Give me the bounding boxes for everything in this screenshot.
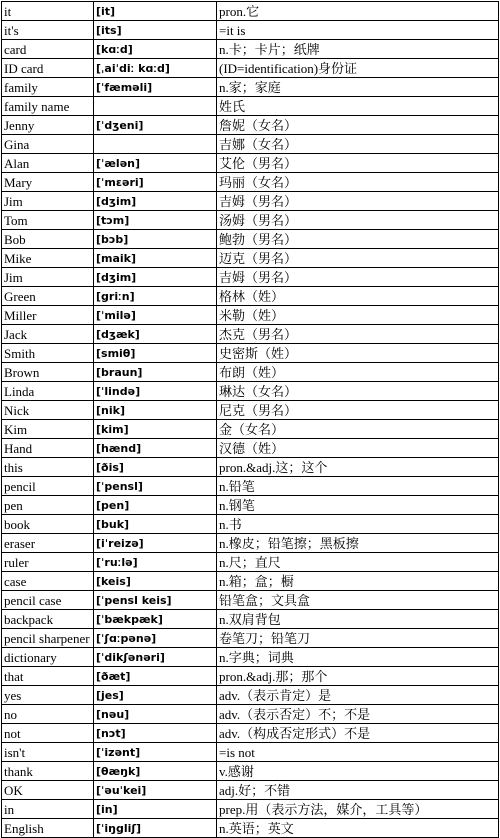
phonetic-cell: [ˈruːlə] <box>94 553 217 572</box>
phonetic-cell: [ˈmɛəri] <box>94 173 217 192</box>
phonetic-cell: [ˈmilə] <box>94 306 217 325</box>
meaning-cell: 艾伦（男名） <box>217 154 499 173</box>
vocabulary-table <box>1 1 499 838</box>
vocab-row <box>2 192 499 211</box>
vocab-row <box>2 401 499 420</box>
phonetic-cell: [iˈreizə] <box>94 534 217 553</box>
vocab-row <box>2 21 499 40</box>
meaning-cell: pron.它 <box>217 2 499 21</box>
phonetic-cell <box>94 135 217 154</box>
phonetic-cell: [tɔm] <box>94 211 217 230</box>
meaning-cell: n.双肩背包 <box>217 610 499 629</box>
vocab-row <box>2 135 499 154</box>
phonetic-cell: [θæŋk] <box>94 762 217 781</box>
meaning-cell: =it is <box>217 21 499 40</box>
meaning-cell: 史密斯（姓） <box>217 344 499 363</box>
vocab-row <box>2 477 499 496</box>
meaning-cell: adv.（表示肯定）是 <box>217 686 499 705</box>
meaning-cell: pron.&adj.这；这个 <box>217 458 499 477</box>
phonetic-cell: [nɔt] <box>94 724 217 743</box>
meaning-cell: 姓氏 <box>217 97 499 116</box>
word-cell: pencil sharpener <box>2 629 94 648</box>
word-cell: pen <box>2 496 94 515</box>
vocabulary-table-body <box>2 2 499 838</box>
phonetic-cell: [ðis] <box>94 458 217 477</box>
vocab-row <box>2 515 499 534</box>
phonetic-cell: [ðæt] <box>94 667 217 686</box>
word-cell: eraser <box>2 534 94 553</box>
word-cell: yes <box>2 686 94 705</box>
word-cell: Hand <box>2 439 94 458</box>
word-cell: backpack <box>2 610 94 629</box>
phonetic-cell: [maik] <box>94 249 217 268</box>
word-cell: Green <box>2 287 94 306</box>
vocab-row <box>2 268 499 287</box>
meaning-cell: 格林（姓） <box>217 287 499 306</box>
vocab-row <box>2 458 499 477</box>
meaning-cell: n.英语；英文 <box>217 819 499 838</box>
meaning-cell: n.橡皮；铅笔擦；黑板擦 <box>217 534 499 553</box>
vocab-row <box>2 306 499 325</box>
phonetic-cell <box>94 97 217 116</box>
meaning-cell: =is not <box>217 743 499 762</box>
meaning-cell: 玛丽（女名） <box>217 173 499 192</box>
meaning-cell: 金（女名） <box>217 420 499 439</box>
vocab-row <box>2 610 499 629</box>
phonetic-cell: [ˈəuˈkei] <box>94 781 217 800</box>
word-cell: family name <box>2 97 94 116</box>
word-cell: book <box>2 515 94 534</box>
word-cell: English <box>2 819 94 838</box>
vocab-row <box>2 553 499 572</box>
word-cell: Miller <box>2 306 94 325</box>
vocab-row <box>2 420 499 439</box>
vocab-row <box>2 97 499 116</box>
meaning-cell: 迈克（男名） <box>217 249 499 268</box>
word-cell: OK <box>2 781 94 800</box>
word-cell: dictionary <box>2 648 94 667</box>
vocab-row <box>2 2 499 21</box>
word-cell: Brown <box>2 363 94 382</box>
meaning-cell: n.书 <box>217 515 499 534</box>
phonetic-cell: [smiθ] <box>94 344 217 363</box>
phonetic-cell: [ˌaiˈdiː kɑːd] <box>94 59 217 78</box>
meaning-cell: n.铅笔 <box>217 477 499 496</box>
phonetic-cell: [kɑːd] <box>94 40 217 59</box>
meaning-cell: 吉姆（男名） <box>217 192 499 211</box>
meaning-cell: n.字典；词典 <box>217 648 499 667</box>
vocab-row <box>2 781 499 800</box>
meaning-cell: 詹妮（女名） <box>217 116 499 135</box>
word-cell: pencil <box>2 477 94 496</box>
vocab-row <box>2 724 499 743</box>
word-cell: that <box>2 667 94 686</box>
vocab-row <box>2 249 499 268</box>
phonetic-cell: [griːn] <box>94 287 217 306</box>
phonetic-cell: [ˈpensl keis] <box>94 591 217 610</box>
vocab-row <box>2 78 499 97</box>
word-cell: Alan <box>2 154 94 173</box>
word-cell: Mary <box>2 173 94 192</box>
word-cell: case <box>2 572 94 591</box>
meaning-cell: 杰克（男名） <box>217 325 499 344</box>
phonetic-cell: [buk] <box>94 515 217 534</box>
word-cell: it's <box>2 21 94 40</box>
phonetic-cell: [ˈlində] <box>94 382 217 401</box>
phonetic-cell: [ˈælən] <box>94 154 217 173</box>
vocab-row <box>2 287 499 306</box>
meaning-cell: 尼克（男名） <box>217 401 499 420</box>
vocab-row <box>2 173 499 192</box>
vocab-row <box>2 382 499 401</box>
phonetic-cell: [ˈdikʃənəri] <box>94 648 217 667</box>
meaning-cell: 铅笔盒；文具盒 <box>217 591 499 610</box>
word-cell: Tom <box>2 211 94 230</box>
vocab-row <box>2 344 499 363</box>
phonetic-cell: [ˈizənt] <box>94 743 217 762</box>
vocab-row <box>2 762 499 781</box>
word-cell: not <box>2 724 94 743</box>
phonetic-cell: [ˈʃɑːpənə] <box>94 629 217 648</box>
word-cell: this <box>2 458 94 477</box>
word-cell: Smith <box>2 344 94 363</box>
meaning-cell: n.钢笔 <box>217 496 499 515</box>
phonetic-cell: [dʒim] <box>94 268 217 287</box>
word-cell: in <box>2 800 94 819</box>
phonetic-cell: [ˈiŋgliʃ] <box>94 819 217 838</box>
meaning-cell: prep.用（表示方法，媒介，工具等） <box>217 800 499 819</box>
word-cell: thank <box>2 762 94 781</box>
vocab-row <box>2 591 499 610</box>
meaning-cell: adj.好；不错 <box>217 781 499 800</box>
vocab-row <box>2 800 499 819</box>
vocab-row <box>2 325 499 344</box>
meaning-cell: 卷笔刀；铅笔刀 <box>217 629 499 648</box>
phonetic-cell: [bɔb] <box>94 230 217 249</box>
meaning-cell: n.箱；盒；橱 <box>217 572 499 591</box>
word-cell: card <box>2 40 94 59</box>
phonetic-cell: [keis] <box>94 572 217 591</box>
vocab-row <box>2 667 499 686</box>
phonetic-cell: [jes] <box>94 686 217 705</box>
vocab-row <box>2 534 499 553</box>
word-cell: family <box>2 78 94 97</box>
phonetic-cell: [dʒæk] <box>94 325 217 344</box>
meaning-cell: n.卡；卡片；纸牌 <box>217 40 499 59</box>
word-cell: isn't <box>2 743 94 762</box>
word-cell: no <box>2 705 94 724</box>
word-cell: Gina <box>2 135 94 154</box>
meaning-cell: pron.&adj.那；那个 <box>217 667 499 686</box>
word-cell: Jenny <box>2 116 94 135</box>
word-cell: Jim <box>2 192 94 211</box>
meaning-cell: 吉姆（男名） <box>217 268 499 287</box>
vocab-row <box>2 230 499 249</box>
phonetic-cell: [kim] <box>94 420 217 439</box>
vocab-row <box>2 629 499 648</box>
meaning-cell: adv.（表示否定）不；不是 <box>217 705 499 724</box>
meaning-cell: 汉德（姓） <box>217 439 499 458</box>
vocab-row <box>2 686 499 705</box>
phonetic-cell: [braun] <box>94 363 217 382</box>
phonetic-cell: [ˈpensl] <box>94 477 217 496</box>
phonetic-cell: [ˈbækpæk] <box>94 610 217 629</box>
vocab-row <box>2 439 499 458</box>
meaning-cell: (ID=identification)身份证 <box>217 59 499 78</box>
meaning-cell: adv.（构成否定形式）不是 <box>217 724 499 743</box>
vocab-row <box>2 819 499 838</box>
word-cell: Nick <box>2 401 94 420</box>
phonetic-cell: [nəu] <box>94 705 217 724</box>
vocab-row <box>2 154 499 173</box>
phonetic-cell: [hænd] <box>94 439 217 458</box>
word-cell: Jack <box>2 325 94 344</box>
meaning-cell: n.尺；直尺 <box>217 553 499 572</box>
phonetic-cell: [ˈfæməli] <box>94 78 217 97</box>
vocab-row <box>2 116 499 135</box>
word-cell: Bob <box>2 230 94 249</box>
phonetic-cell: [pen] <box>94 496 217 515</box>
word-cell: ruler <box>2 553 94 572</box>
meaning-cell: v.感谢 <box>217 762 499 781</box>
word-cell: Jim <box>2 268 94 287</box>
phonetic-cell: [dʒim] <box>94 192 217 211</box>
vocab-row <box>2 743 499 762</box>
word-cell: Linda <box>2 382 94 401</box>
phonetic-cell: [in] <box>94 800 217 819</box>
vocab-row <box>2 59 499 78</box>
word-cell: Kim <box>2 420 94 439</box>
word-cell: Mike <box>2 249 94 268</box>
vocab-row <box>2 363 499 382</box>
vocab-row <box>2 648 499 667</box>
vocab-row <box>2 40 499 59</box>
meaning-cell: 琳达（女名） <box>217 382 499 401</box>
meaning-cell: 汤姆（男名） <box>217 211 499 230</box>
phonetic-cell: [it] <box>94 2 217 21</box>
word-cell: ID card <box>2 59 94 78</box>
vocab-row <box>2 705 499 724</box>
vocab-row <box>2 572 499 591</box>
meaning-cell: 鲍勃（男名） <box>217 230 499 249</box>
meaning-cell: 吉娜（女名） <box>217 135 499 154</box>
phonetic-cell: [nik] <box>94 401 217 420</box>
phonetic-cell: [ˈdʒeni] <box>94 116 217 135</box>
vocab-row <box>2 496 499 515</box>
meaning-cell: n.家；家庭 <box>217 78 499 97</box>
word-cell: pencil case <box>2 591 94 610</box>
word-cell: it <box>2 2 94 21</box>
meaning-cell: 布朗（姓） <box>217 363 499 382</box>
phonetic-cell: [its] <box>94 21 217 40</box>
vocab-row <box>2 211 499 230</box>
meaning-cell: 米勒（姓） <box>217 306 499 325</box>
